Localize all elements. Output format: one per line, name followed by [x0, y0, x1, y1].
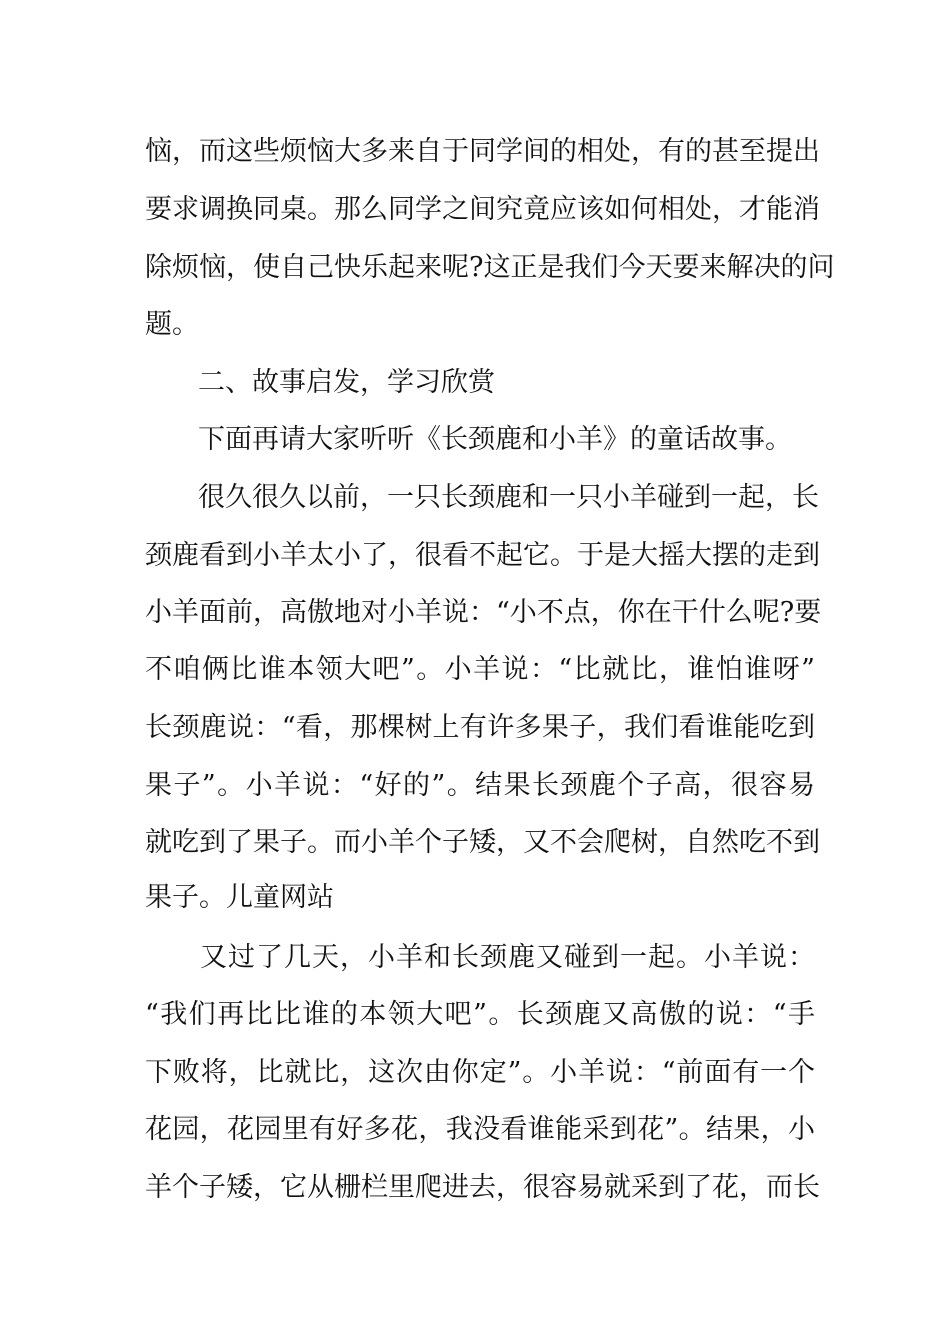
- text-line: 下败将，比就比，这次由你定”。小羊说：“前面有一个: [145, 1057, 815, 1088]
- text-line: 花园，花园里有好多花，我没看谁能采到花”。结果，小: [145, 1114, 815, 1145]
- text-line: 下面再请大家听听《长颈鹿和小羊》的童话故事。: [198, 424, 792, 455]
- text-line: 颈鹿看到小羊太小了，很看不起它。于是大摇大摆的走到: [145, 540, 820, 571]
- text-line: 果子”。小羊说：“好的”。结果长颈鹿个子高，很容易: [145, 770, 815, 801]
- text-line: 果子。儿童网站: [145, 882, 334, 913]
- text-line: 羊个子矮，它从栅栏里爬进去，很容易就采到了花，而长: [145, 1172, 820, 1203]
- text-line: 小羊面前，高傲地对小羊说：“小不点，你在干什么呢?要: [145, 597, 822, 628]
- text-line: 就吃到了果子。而小羊个子矮，又不会爬树，自然吃不到: [145, 827, 820, 858]
- text-line: 不咱俩比谁本领大吧”。小羊说：“比就比，谁怕谁呀”: [145, 654, 815, 685]
- text-line: 除烦恼，使自己快乐起来呢?这正是我们今天要来解决的问: [145, 252, 835, 283]
- text-line: 题。: [145, 309, 199, 340]
- section-heading: 二、故事启发，学习欣赏: [198, 367, 495, 398]
- text-line: 很久很久以前，一只长颈鹿和一只小羊碰到一起，长: [198, 482, 819, 513]
- text-line: “我们再比比谁的本领大吧”。长颈鹿又高傲的说：“手: [145, 999, 815, 1030]
- text-line: 长颈鹿说：“看，那棵树上有许多果子，我们看谁能吃到: [145, 712, 815, 743]
- text-line: 又过了几天，小羊和长颈鹿又碰到一起。小羊说：: [200, 942, 815, 973]
- text-line: 要求调换同桌。那么同学之间究竟应该如何相处，才能消: [145, 194, 820, 225]
- text-line: 恼，而这些烦恼大多来自于同学间的相处，有的甚至提出: [145, 136, 820, 167]
